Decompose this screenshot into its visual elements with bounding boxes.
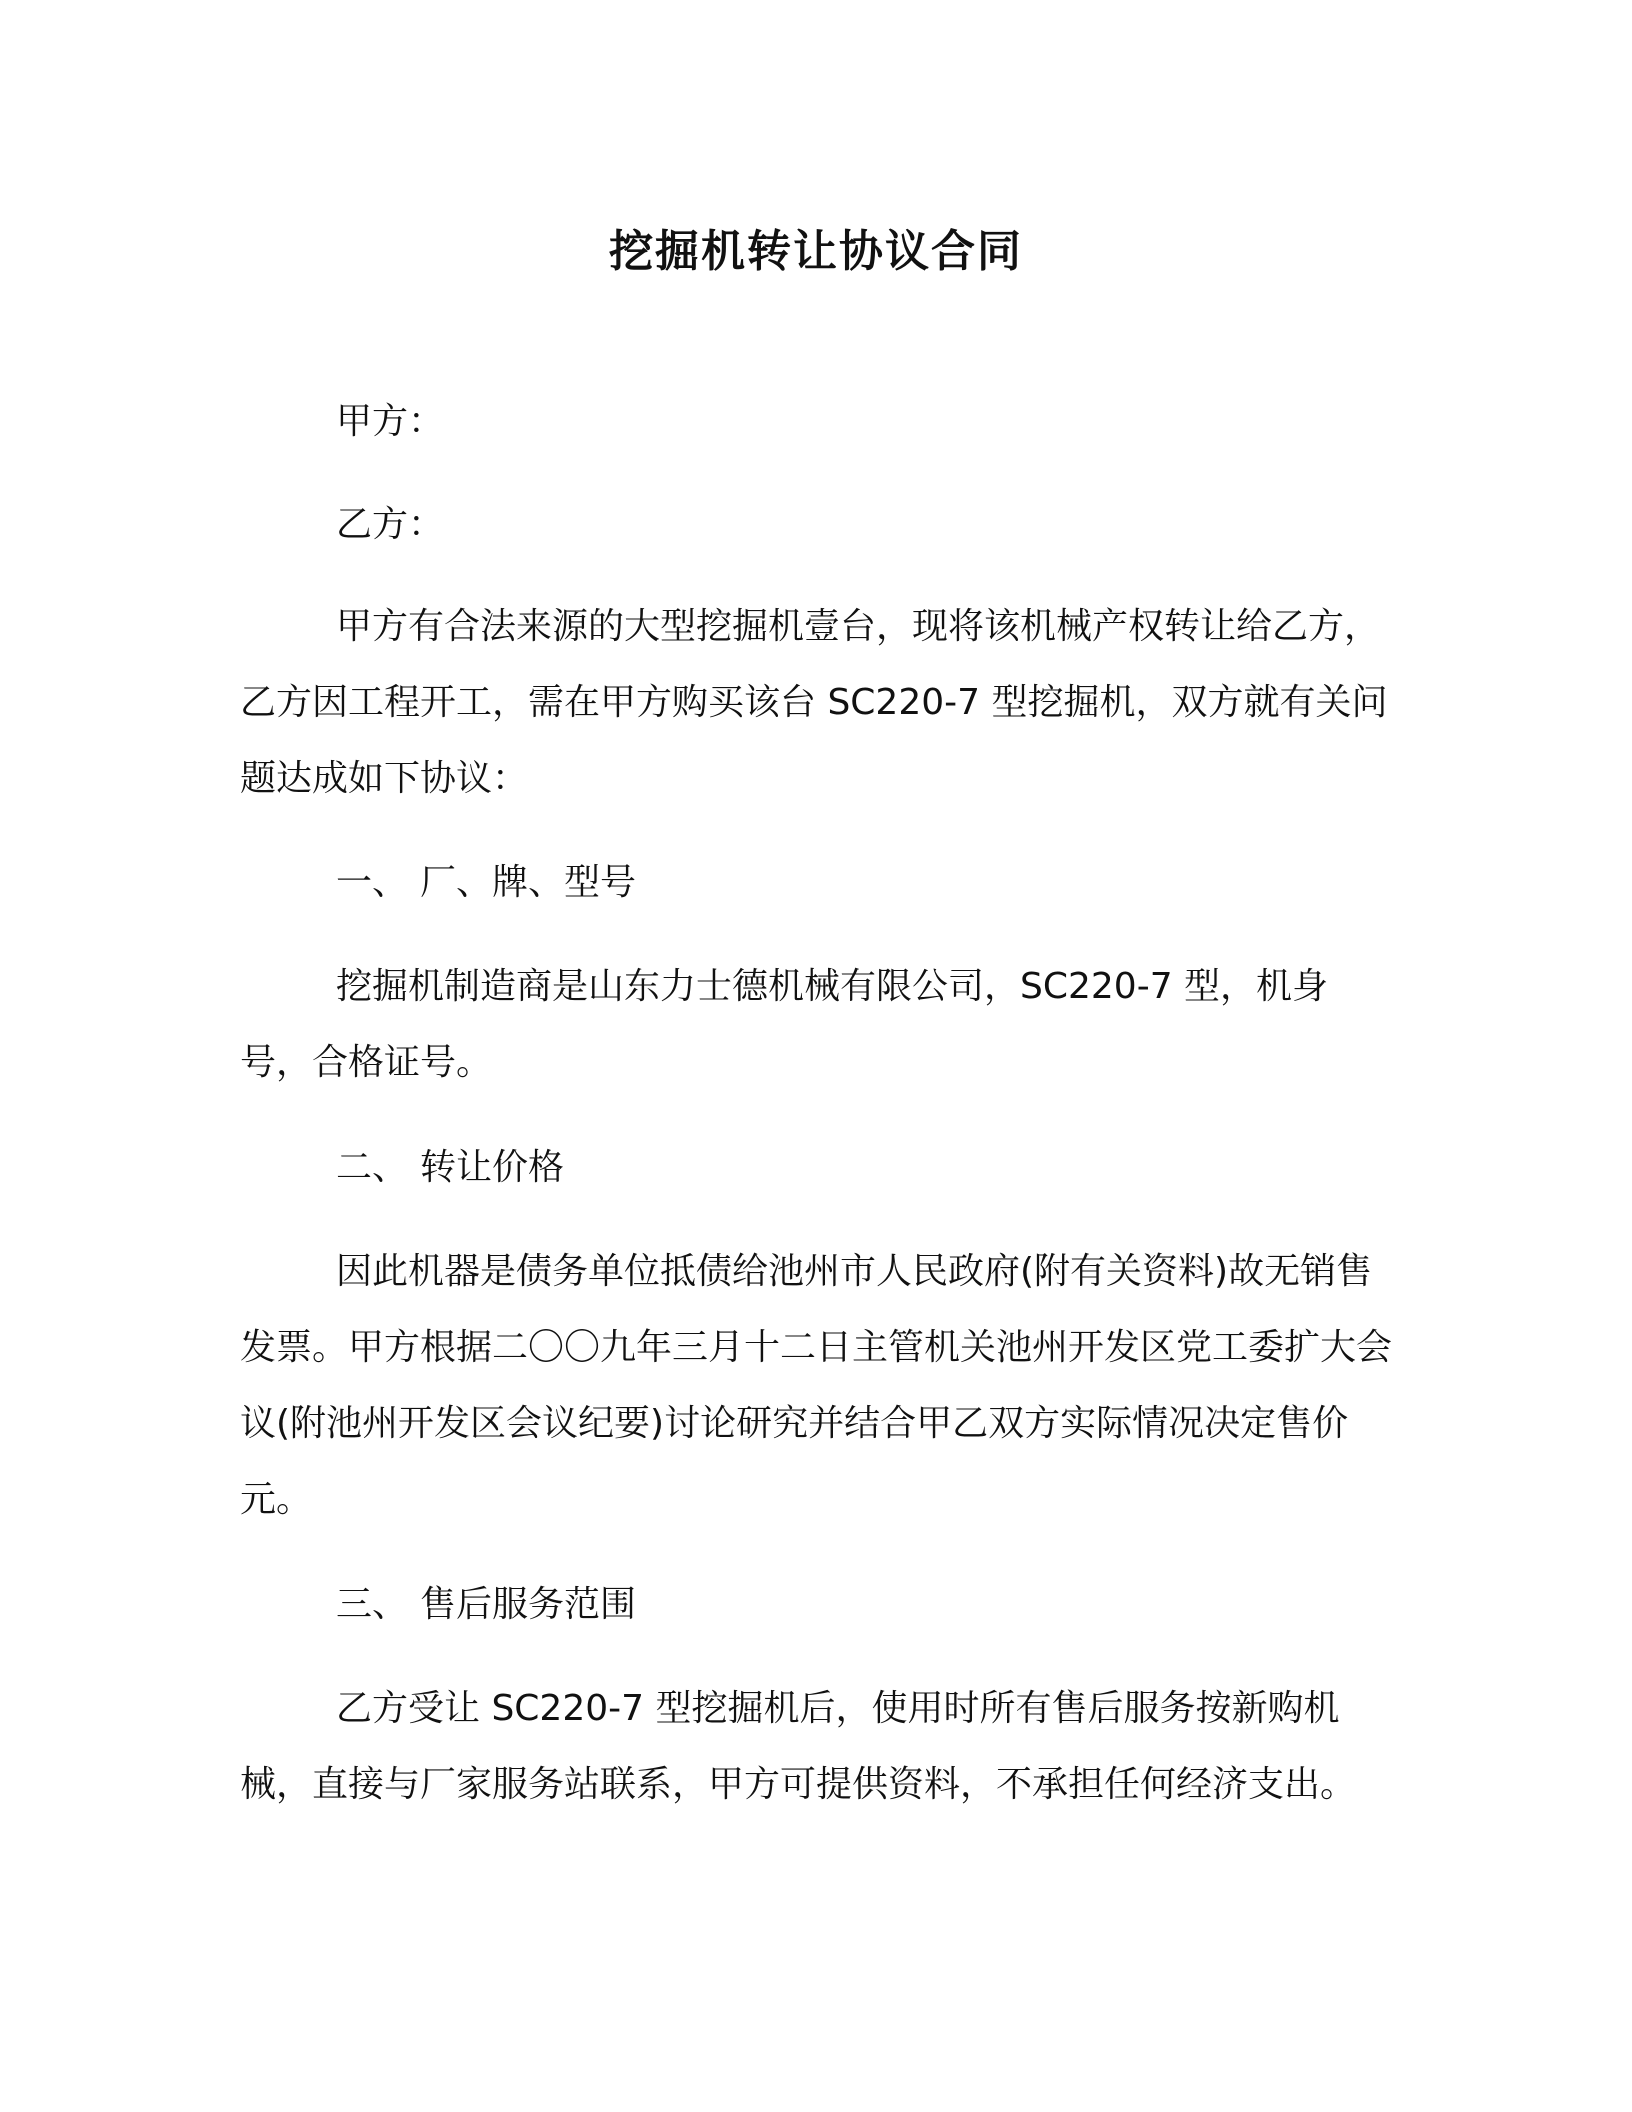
party-a-label: 甲方： <box>336 401 445 442</box>
intro-paragraph: 甲方有合法来源的大型挖掘机壹台，现将该机械产权转让给乙方，乙方因工程开工，需在甲方购买该台 SC220-7 型挖掘机，双方就有关问题达成如下协议： <box>240 606 1388 799</box>
party-b-label: 乙方： <box>336 504 445 545</box>
section-heading-3 <box>336 1567 636 1643</box>
section-title-1: 厂、牌、型号 <box>420 862 637 903</box>
section-number-2: 二、 <box>336 1147 409 1188</box>
section-body-1: 挖掘机制造商是山东力士德机械有限公司，SC220-7 型，机身号，合格证号。 <box>240 966 1329 1083</box>
section-body-3: 乙方受让 SC220-7 型挖掘机后，使用时所有售后服务按新购机械，直接与厂家服务站联系，甲方可提供资料，不承担任何经济支出。 <box>240 1688 1357 1805</box>
section-heading-1 <box>336 845 636 921</box>
section-body-2: 因此机器是债务单位抵债给池州市人民政府(附有关资料)故无销售发票。甲方根据二〇〇九年三月十二日主管机关池州开发区党工委扩大会议(附池州开发区会议纪要)讨论研究并结合甲乙双方实际情况决定售价元。 <box>240 1251 1393 1520</box>
section-title-3: 售后服务范围 <box>420 1584 637 1625</box>
section-heading-2 <box>336 1130 564 1206</box>
section-title-2: 转让价格 <box>420 1147 565 1188</box>
section-number-1: 一、 <box>336 862 409 903</box>
document-title: 挖掘机转让协议合同 <box>609 226 1023 277</box>
section-number-3: 三、 <box>336 1584 409 1625</box>
